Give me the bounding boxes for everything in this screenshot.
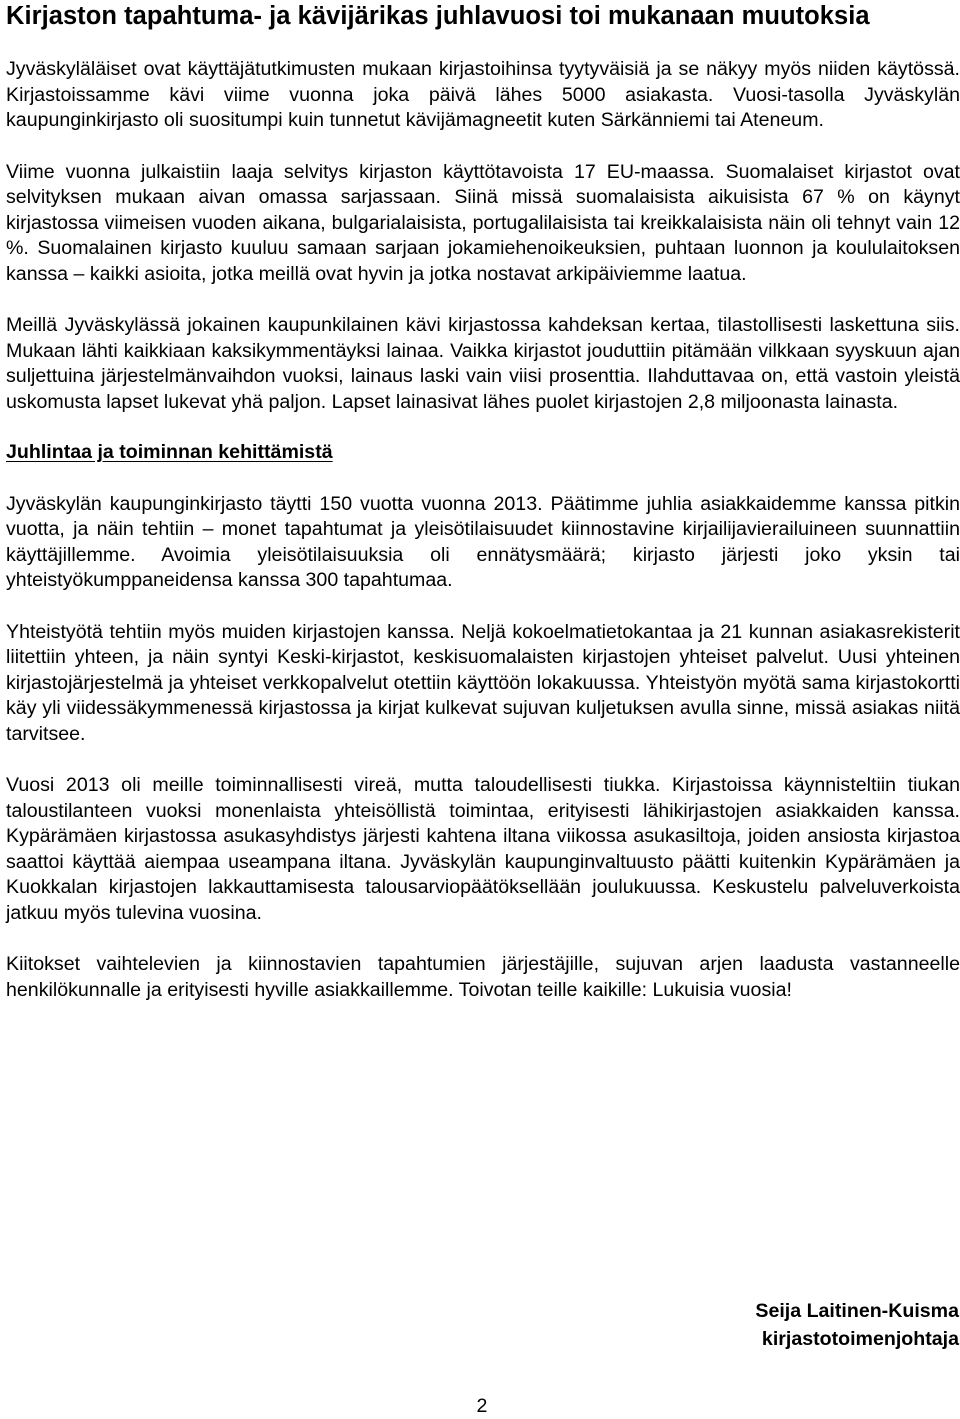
paragraph-eu-survey: Viime vuonna julkaistiin laaja selvitys kirjaston käyttötavoista 17 EU-maassa. Suomalaiset kirjastot ovat selvityksen mukaan aivan omassa sarjassaan. Siinä missä suomalaisista aikuisista 67 % on käynyt kirjastossa viimeisen vuoden aikana, bulgarialaisista, portugalilaisista tai kreikkalaisista näin oli tehnyt vain 12 %. Suomalainen kirjasto kuuluu samaan sarjaan jokamiehenoikeuksien, puhtaan luonnon ja koululaitoksen kanssa – kaikki asioita, jotka meillä ovat hyvin ja jotka nostavat arkipäiviemme laatua. — [6, 160, 960, 285]
paragraph-cooperation: Yhteistyötä tehtiin myös muiden kirjastojen kanssa. Neljä kokoelmatietokantaa ja 21 kunnan asiakasrekisterit liitettiin yhteen, ja näin syntyi Keski-kirjastot, keskisuomalaisten kirjastojen yhteiset palvelut. Uusi yhteinen kirjastojärjestelmä ja yhteiset verkkopalvelut otettiin käyttöön lokakuussa. Yhteistyön myötä sama kirjastokortti käy yli viidessäkymmenessä kirjastossa ja kirjat kulkevat sujuvan kuljetuksen avulla sinne, missä asiakas niitä tarvitsee. — [6, 620, 960, 745]
signature-name: Seija Laitinen-Kuisma — [755, 1300, 959, 1322]
signature-block — [755, 1297, 959, 1353]
paragraph-economy: Vuosi 2013 oli meille toiminnallisesti vireä, mutta taloudellisesti tiukka. Kirjastoissa käynnisteltiin tiukan taloustilanteen vuoksi monenlaista yhteisöllistä toimintaa, erityisesti lähikirjastojen asiakkaiden kanssa. Kypärämäen kirjastossa asukasyhdistys järjesti kahtena iltana viikossa asukasiltoja, joiden ansiosta kirjastoa saattoi käyttää aiempaa useampana iltana. Jyväskylän kaupunginvaltuusto päätti kuitenkin Kypärämäen ja Kuokkalan kirjastojen lakkauttamisesta talousarviopäätöksellään joulukuussa. Keskustelu palveluverkoista jatkuu myös tulevina vuosina. — [6, 774, 960, 924]
paragraph-anniversary: Jyväskylän kaupunginkirjasto täytti 150 vuotta vuonna 2013. Päätimme juhlia asiakkaidemme kanssa pitkin vuotta, ja näin tehtiin – monet tapahtumat ja yleisötilaisuudet kiinnostavine kirjailijavierailuineen suunnattiin käyttäjillemme. Avoimia yleisötilaisuuksia oli ennätysmäärä; kirjasto järjesti joko yksin tai yhteistyökumppaneidensa kanssa 300 tapahtumaa. — [6, 492, 960, 591]
paragraph-intro: Jyväskyläläiset ovat käyttäjätutkimusten mukaan kirjastoihinsa tyytyväisiä ja se näkyy myös niiden käytössä. Kirjastoissamme kävi viime vuonna joka päivä lähes 5000 asiakasta. Vuosi-tasolla Jyväskylän kaupunginkirjasto oli suositumpi kuin tunnetut kävijämagneetit kuten Särkänniemi tai Ateneum. — [6, 58, 960, 131]
paragraph-jyvaskyla-statistics: Meillä Jyväskylässä jokainen kaupunkilainen kävi kirjastossa kahdeksan kertaa, tilastollisesti laskettuna siis. Mukaan lähti kaikkiaan kaksikymmentäyksi lainaa. Vaikka kirjastot jouduttiin pitämään vilkkaan syyskuun ajan suljettuina järjestelmänvaihdon vuoksi, lainaus laski vain viisi prosenttia. Ilahduttavaa on, että vastoin yleistä uskomusta lapset lukevat yhä paljon. Lapset lainasivat lähes puolet kirjastojen 2,8 miljoonasta lainasta. — [6, 314, 960, 413]
signature-role: kirjastotoimenjohtaja — [761, 1328, 959, 1350]
document-page — [6, 0, 960, 1003]
section-heading: Juhlintaa ja toiminnan kehittämistä — [6, 441, 333, 463]
paragraph-thanks: Kiitokset vaihtelevien ja kiinnostavien tapahtumien järjestäjille, sujuvan arjen laadusta vastanneelle henkilökunnalle ja erityisesti hyville asiakkaillemme. Toivotan teille kaikille: Lukuisia vuosia! — [6, 953, 960, 1001]
page-title: Kirjaston tapahtuma- ja kävijärikas juhlavuosi toi mukanaan muutoksia — [6, 2, 870, 30]
page-number: 2 — [476, 1395, 488, 1417]
